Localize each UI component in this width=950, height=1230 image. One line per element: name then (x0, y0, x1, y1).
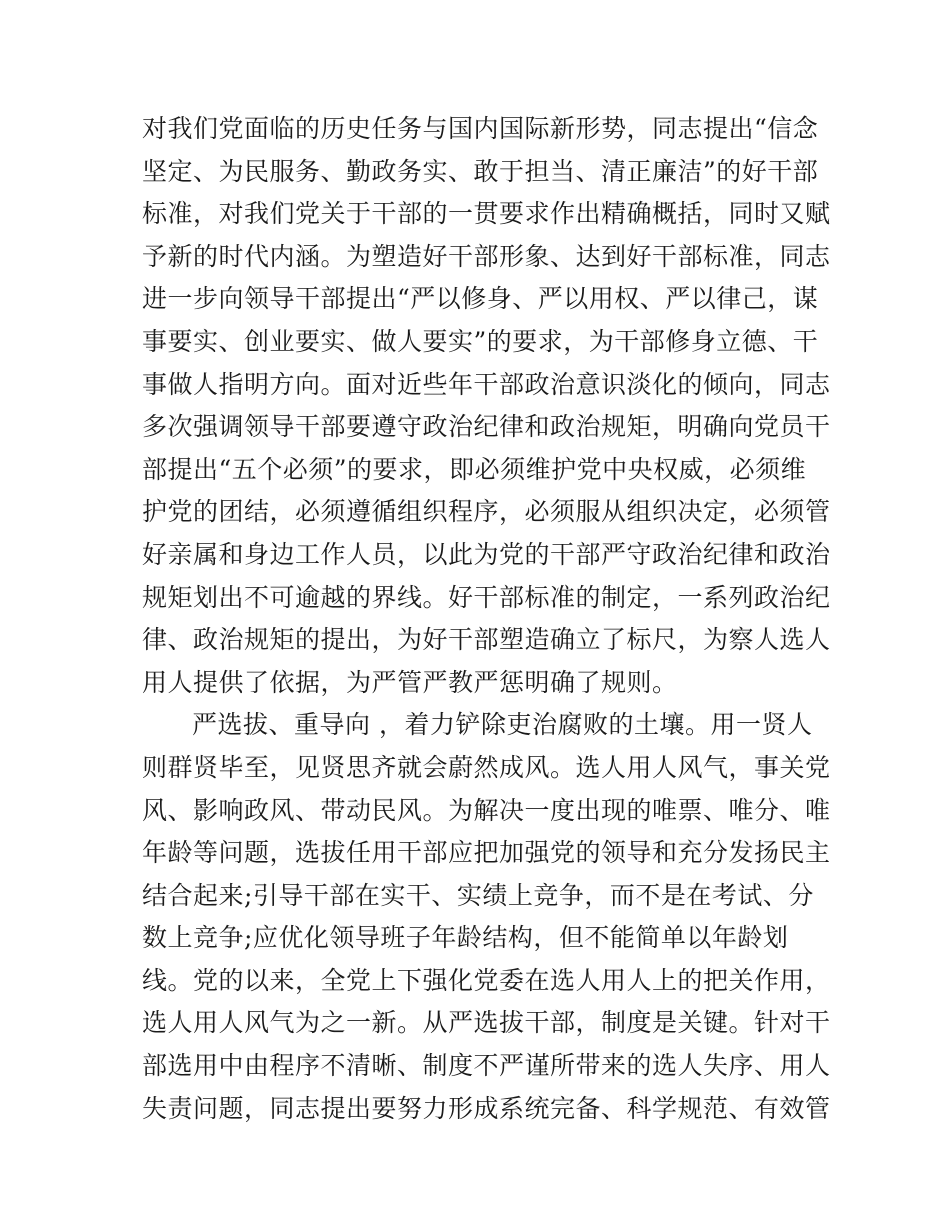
text-line: 规矩划出不可逾越的界线。好干部标准的制定，一系列政治纪 (142, 582, 831, 612)
text-line: 事要实、创业要实、做人要实”的要求，为干部修身立德、干 (142, 326, 819, 356)
text-line: 部提出“五个必须”的要求，即必须维护党中央权威，必须维 (142, 454, 807, 484)
body-text (142, 108, 831, 1130)
text-line: 风、影响政风、带动民风。为解决一度出现的唯票、唯分、唯 (142, 795, 831, 825)
text-line: 好亲属和身边工作人员，以此为党的干部严守政治纪律和政治 (142, 539, 831, 569)
text-line: 对我们党面临的历史任务与国内国际新形势，同志提出“信念 (142, 114, 819, 143)
text-line: 坚定、为民服务、勤政务实、敢于担当、清正廉洁”的好干部 (142, 156, 819, 186)
text-line: 事做人指明方向。面对近些年干部政治意识淡化的倾向，同志 (142, 369, 831, 399)
text-line: 多次强调领导干部要遵守政治纪律和政治规矩，明确向党员干 (142, 412, 831, 442)
text-line: 线。党的以来，全党上下强化党委在选人用人上的把关作用， (142, 965, 831, 995)
text-line: 护党的团结，必须遵循组织程序，必须服从组织决定，必须管 (142, 497, 831, 527)
text-line: 用人提供了依据，为严管严教严惩明确了规则。 (142, 667, 678, 697)
text-line: 选人用人风气为之一新。从严选拔干部，制度是关键。针对干 (142, 1008, 831, 1038)
text-line: 部选用中由程序不清晰、制度不严谨所带来的选人失序、用人 (142, 1051, 831, 1081)
text-line: 数上竞争;应优化领导班子年龄结构，但不能简单以年龄划 (142, 923, 789, 953)
text-line: 进一步向领导干部提出“严以修身、严以用权、严以律己，谋 (142, 284, 819, 314)
text-line: 标准，对我们党关于干部的一贯要求作出精确概括，同时又赋 (142, 199, 831, 229)
text-line: 年龄等问题，选拔任用干部应把加强党的领导和充分发扬民主 (142, 838, 831, 868)
text-line: 予新的时代内涵。为塑造好干部形象、达到好干部标准，同志 (142, 241, 831, 271)
text-line: 失责问题，同志提出要努力形成系统完备、科学规范、有效管 (142, 1093, 831, 1123)
text-line: 结合起来;引导干部在实干、实绩上竞争，而不是在考试、分 (142, 880, 814, 910)
paragraph-start-line: 严选拔、重导向 ，着力铲除吏治腐败的土壤。用一贤人 (192, 710, 813, 740)
text-line: 律、政治规矩的提出，为好干部塑造确立了标尺，为察人选人 (142, 625, 831, 655)
text-line: 则群贤毕至，见贤思齐就会蔚然成风。选人用人风气，事关党 (142, 752, 831, 782)
